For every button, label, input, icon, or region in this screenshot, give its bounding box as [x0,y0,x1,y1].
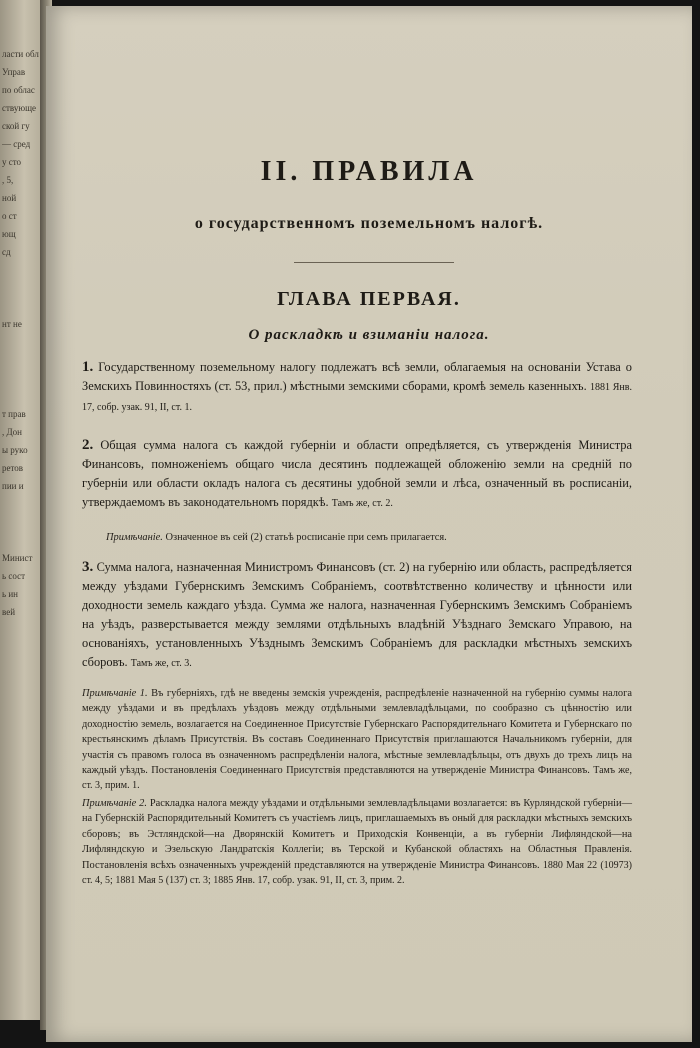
article-citation: Тамъ же, ст. 2. [331,498,393,509]
divider-rule [294,262,454,263]
left-page-text-fragment: ствующе [2,103,37,113]
left-page-text-fragment: ской гу [2,121,30,131]
left-page-text-fragment: Минист [2,553,33,563]
note-label: Примѣчаніе 1. [82,688,148,699]
article-3-note-1 [82,686,632,794]
article-number: 1. [82,359,94,375]
left-page-text-fragment: т прав [2,409,26,419]
page-subtitle: о государственномъ поземельномъ налогѣ. [194,215,544,232]
left-page-text-fragment: о ст [2,211,17,221]
note-text: Означенное въ сей (2) статьѣ росписаніе при семъ прилагается. [165,532,447,543]
note-citation: 1880 Мая 22 (10973) ст. 4, 5; 1881 Мая 5 (137) ст. 3; 1885 Янв. 17, собр. узак. 91, II, ст. 3, прим. 2. [82,859,632,887]
article-number: 3. [82,559,94,575]
article-3-note-2 [82,796,632,888]
article-number: 2. [82,437,94,453]
left-page-text-fragment: ющ [2,229,16,239]
left-page-text-fragment: ретов [2,463,24,473]
left-page-text-fragment: ласти обл [2,49,39,59]
left-page-text-fragment: ь ин [2,589,18,599]
left-page-edge [0,0,44,1020]
note-text: Раскладка налога между уѣздами и отдѣльными землевладѣльцами возлагается: въ Курляндской губерніи—на Губернскій Распорядительный Комитетъ съ участіемъ лицъ, приглашаемыхъ въ оный для раскладки мѣстныхъ земскихъ сборовъ; въ Эстляндской—на Дворянскій Комитетъ и Приходскія Конвенціи, а въ губерніи Лифляндской—на Лифляндскую и Эзельскую Ландратскія Коллегіи; въ Терской и Кубанской областяхъ на Областныя Правленія. Постановленія всѣхъ означенныхъ учрежденій представляются на утвержденіе Министра Финансовъ. [82,798,633,871]
note-label: Примѣчаніе. [106,532,163,543]
left-page-text-fragment: , 5, [2,175,14,185]
article-2-note [106,530,632,545]
left-page-text-fragment: сд [2,247,11,257]
article-text: Общая сумма налога съ каждой губерніи и области опредѣляется, съ утвержденія Министра Финансовъ, помноженіемъ общаго числа десятинъ подлежащей обложенію земли на средній по губерніи или области окладъ налога съ десятины удобной земли и лѣса, означенный въ росписаніи, утверждаемомъ въ законодательномъ порядкѣ. [82,438,632,509]
left-page-text-fragment: ы руко [2,445,28,455]
article-citation: Тамъ же, ст. 3. [130,658,192,669]
left-page-text-fragment: ь сост [2,571,26,581]
article-text: Сумма налога, назначенная Министромъ Финансовъ (ст. 2) на губернію или область, распредѣляется между уѣздами Губернскимъ Земскимъ Собраніемъ, соотвѣтственно количеству и цѣнности или доходности земель каждаго уѣзда. Сумма же налога, назначенная Губернскимъ Земскимъ Собраніемъ на уѣздъ, разверстывается между землями отдѣльныхъ владѣній Уѣзднаго Земскаго Управою, на основаніяхъ, установленныхъ Уѣзднымъ Земскимъ Собраніемъ для раскладки мѣстныхъ земскихъ сборовъ. [82,560,632,669]
note-citation: Тамъ же, ст. 3, прим. 1. [82,765,632,792]
left-page-text-fragment: вей [2,607,16,617]
left-page-text-fragment: пии и [2,481,24,491]
left-page-text-fragment: у сто [2,157,22,167]
note-text: Въ губерніяхъ, гдѣ не введены земскія учрежденія, распредѣленіе назначенной на губернію суммы налога между уѣздами и въ предѣлахъ уѣздовъ между отдѣльными землевладѣльцами, по сообразно съ цѣнностію или доходностію земель, возлагается на Соединенное Присутствіе Губернскаго Распорядительнаго Комитета и Губернскаго по крестьянскимъ дѣламъ Присутствія. Въ составъ Соединеннаго Присутствія приглашаются Начальникомъ губерніи, для участія съ правомъ голоса въ означенномъ распредѣленіи налога, мѣстные землевладѣльцы, отъ двухъ до трехъ лицъ на каждый уѣздъ. Постановленія Соединеннаго Присутствія представляются на утвержденіе Министра Финансовъ. [82,688,632,777]
left-page-text-fragment: , Дон [2,427,22,437]
note-label: Примѣчаніе 2. [82,798,147,809]
page-title: II. ПРАВИЛА [260,156,478,187]
article-text: Государственному поземельному налогу подлежатъ всѣ земли, облагаемыя на основаніи Устава о Земскихъ Повинностяхъ (ст. 53, прил.) мѣстными земскими сборами, кромѣ земель казенныхъ. [82,360,632,393]
document-page [46,6,692,1042]
article-citation: 1881 Янв. 17, собр. узак. 91, II, ст. 1. [82,382,632,413]
chapter-heading: ГЛАВА ПЕРВАЯ. [277,288,461,310]
left-page-text-fragment: ной [2,193,17,203]
article-2 [82,436,632,513]
left-page-text-fragment: Управ [2,67,26,77]
left-page-text-fragment: — сред [2,139,31,149]
left-page-text-fragment: нт не [2,319,22,329]
chapter-subheading: О раскладкѣ и взиманіи налога. [248,327,490,343]
left-page-text-fragment: по облас [2,85,35,95]
article-3 [82,558,632,673]
article-1 [82,358,632,417]
